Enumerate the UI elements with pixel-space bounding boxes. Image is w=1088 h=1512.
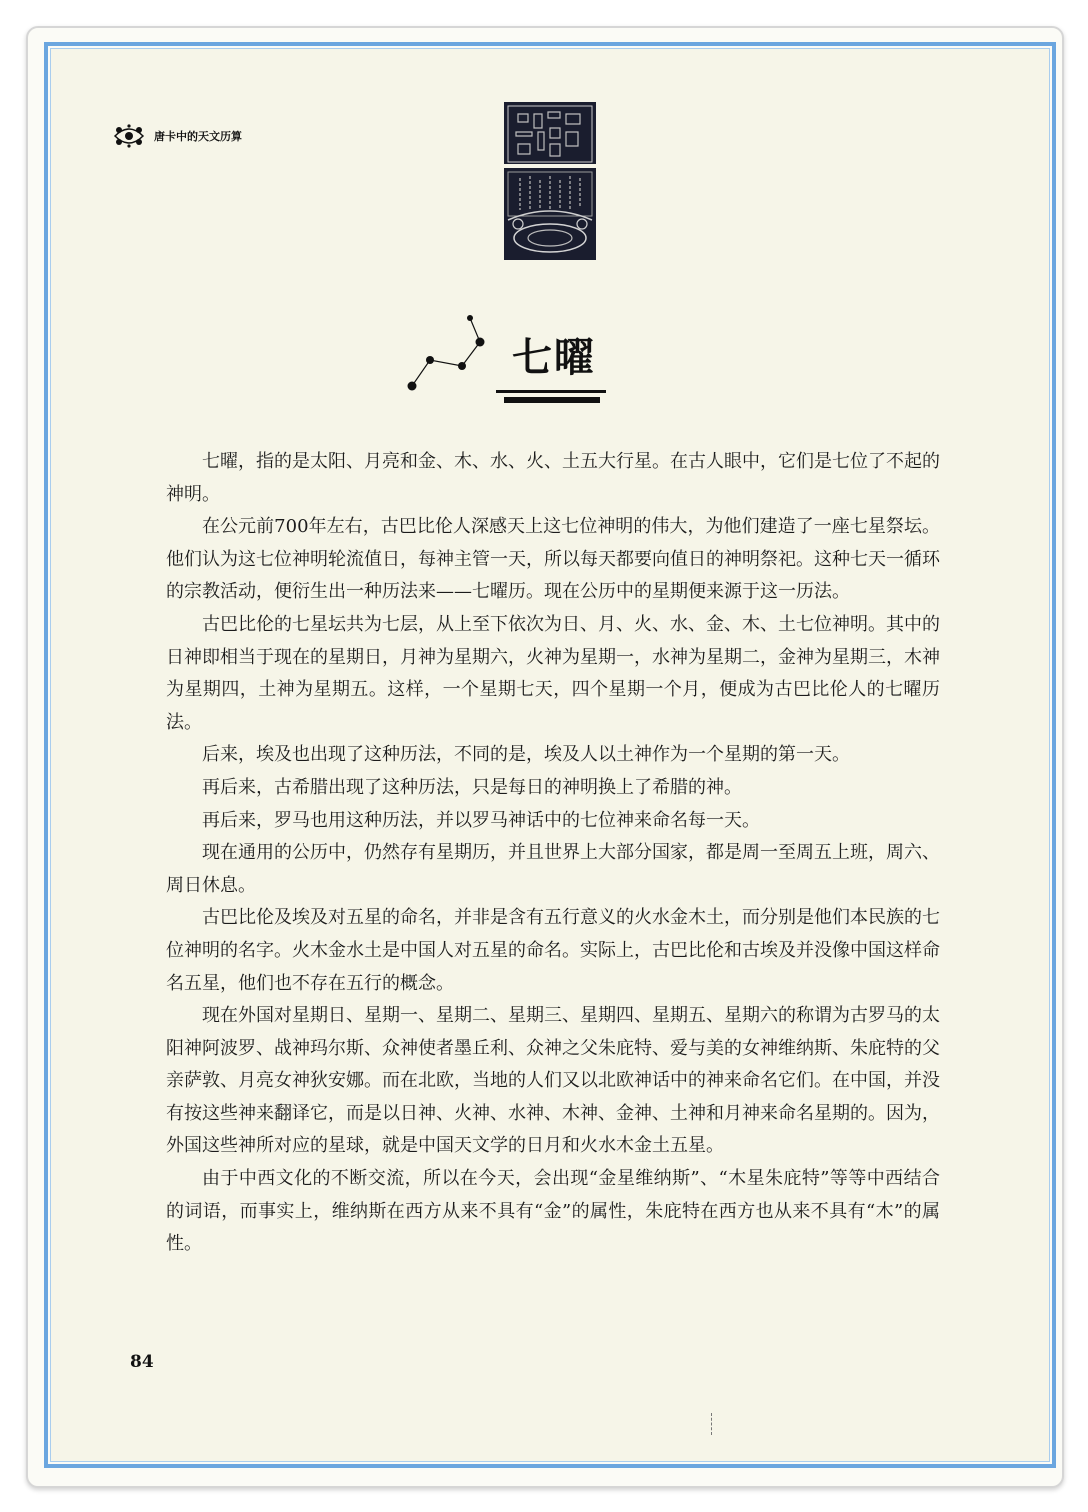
paragraph: 在公元前700年左右，古巴比伦人深感天上这七位神明的伟大，为他们建造了一座七星祭坛。他们认为这七位神明轮流值日，每神主管一天，所以每天都要向值日的神明祭祀。这种七天一循环的宗教活动，便衍生出一种历法来——七曜历。现在公历中的星期便来源于这一历法。 [166,516,940,603]
title-underline [496,390,606,393]
thangka-stele-illustration [504,102,596,260]
paragraph: 再后来，罗马也用这种历法，并以罗马神话中的七位神来命名每一天。 [202,809,760,831]
running-header [112,122,242,150]
page-number: 84 [130,1352,154,1372]
chapter-title: 七曜 [512,335,596,381]
paragraph: 七曜，指的是太阳、月亮和金、木、水、火、土五大行星。在古人眼中，它们是七位了不起的神明。 [166,451,940,505]
paragraph: 现在通用的公历中，仍然存有星期历，并且世界上大部分国家，都是周一至周五上班，周六、周日休息。 [166,842,940,896]
book-title: 唐卡中的天文历算 [154,130,242,143]
chapter-heading [404,310,614,410]
paragraph: 现在外国对星期日、星期一、星期二、星期三、星期四、星期五、星期六的称谓为古罗马的太阳神阿波罗、战神玛尔斯、众神使者墨丘利、众神之父朱庇特、爱与美的女神维纳斯、朱庇特的父亲萨敦、月亮女神狄安娜。而在北欧，当地的人们又以北欧神话中的神来命名它们。在中国，并没有按这些神来翻译它，而是以日神、火神、水神、木神、金神、土神和月神来命名星期的。因为，外国这些神所对应的星球，就是中国天文学的日月和火水木金土五星。 [166,1005,940,1157]
paragraph: 后来，埃及也出现了这种历法，不同的是，埃及人以土神作为一个星期的第一天。 [202,744,850,766]
scan-mark [711,1413,714,1435]
body-text [166,446,940,1261]
constellation-icon [404,310,494,400]
paragraph: 由于中西文化的不断交流，所以在今天，会出现“金星维纳斯”、“木星朱庇特”等等中西结合的词语，而事实上，维纳斯在西方从来不具有“金”的属性，朱庇特在西方也从来不具有“木”的属性。 [166,1168,940,1255]
paragraph: 古巴比伦的七星坛共为七层，从上至下依次为日、月、火、水、金、木、土七位神明。其中的日神即相当于现在的星期日，月神为星期六，火神为星期一，水神为星期二，金神为星期三，木神为星期四，土神为星期五。这样，一个星期七天，四个星期一个月，便成为古巴比伦人的七曜历法。 [166,613,940,733]
title-underline-bar [504,397,600,403]
paragraph: 古巴比伦及埃及对五星的命名，并非是含有五行意义的火水金木土，而分别是他们本民族的七位神明的名字。火木金水土是中国人对五星的命名。实际上，古巴比伦和古埃及并没像中国这样命名五星，他们也不存在五行的概念。 [166,907,940,994]
paragraph: 再后来，古希腊出现了这种历法，只是每日的神明换上了希腊的神。 [202,776,742,798]
knot-ornament-icon [112,122,146,150]
